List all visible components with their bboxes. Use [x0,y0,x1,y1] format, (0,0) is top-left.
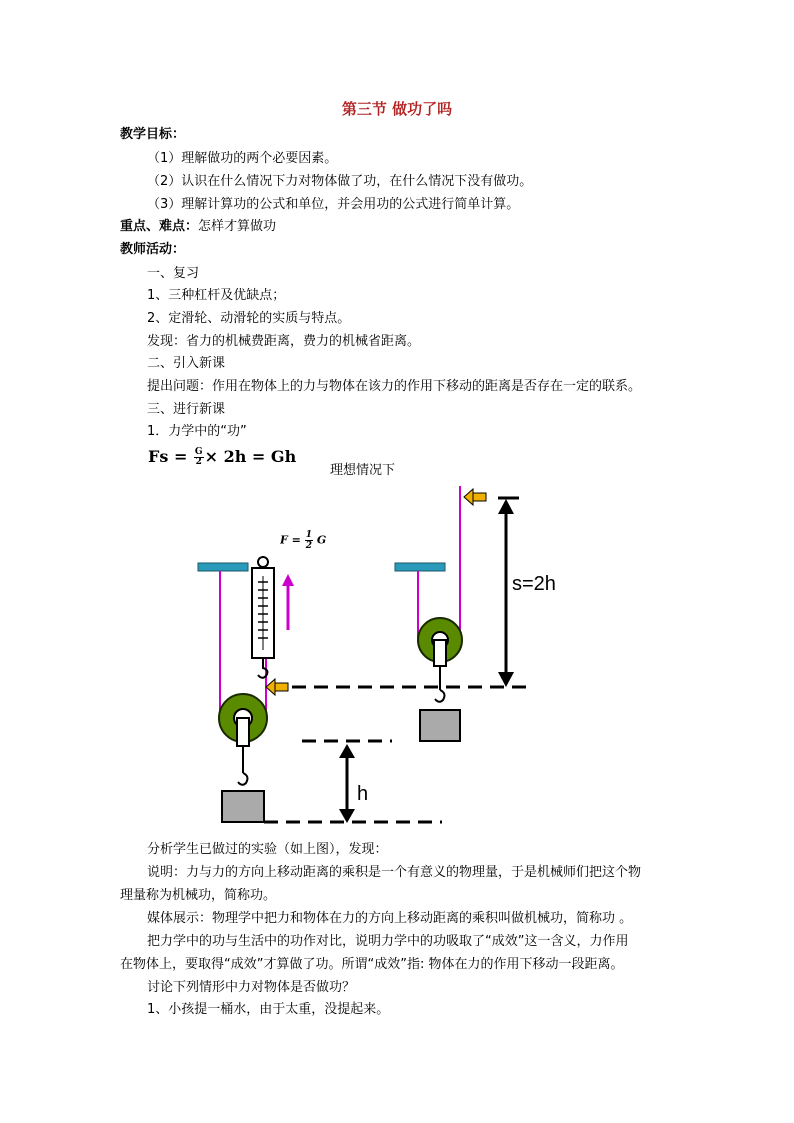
diagram-caption: 理想情况下 [330,463,396,478]
intro-question: 提出问题：作用在物体上的力与物体在该力的作用下移动的距离是否存在一定的联系。 [147,379,642,394]
review-item-2: 2、定滑轮、动滑轮的实质与特点。 [147,311,351,326]
objective-1: （1）理解做功的两个必要因素。 [147,151,338,166]
spring-scale-icon [252,557,274,678]
objective-2: （2）认识在什么情况下力对物体做了功，在什么情况下没有做功。 [147,174,533,189]
keypoints-text: 怎样才算做功 [198,219,277,234]
analysis-text: 分析学生已做过的实验（如上图），发现： [147,842,388,857]
activities-heading: 教师活动： [120,242,186,257]
media-text: 媒体展示：物理学中把力和物体在力的方向上移动距离的乘积叫做机械功，简称功 。 [147,911,633,926]
review-item-1: 1、三种杠杆及优缺点； [147,288,286,303]
formula-lhs: Fs = [148,447,188,466]
review-heading: 一、复习 [147,266,200,281]
left-weight [222,791,264,822]
h-label: h [357,783,369,805]
right-top-marker-icon [464,489,486,505]
intro-heading: 二、引入新课 [147,356,226,371]
page-title: 第三节 做功了吗 [341,100,453,118]
right-movable-pulley-icon [418,618,462,666]
compare-line-1: 把力学中的功与生活中的功作对比，说明力学中的功吸取了“成效”这一含义，力作用 [147,934,629,949]
formula-fraction [194,448,204,467]
right-ceiling-bar [395,563,445,571]
left-movable-pulley-icon [219,694,267,746]
objectives-heading: 教学目标： [120,127,186,142]
force-label: F = $\frac{1}{2}$ G [280,530,327,551]
work-formula [148,447,296,467]
compare-line-2: 在物体上，要取得“成效”才算做了功。所谓“成效”指: 物体在力的作用下移动一段距离。 [120,957,624,972]
keypoints-line [120,219,276,235]
review-finding: 发现：省力的机械费距离，费力的机械省距离。 [147,334,421,349]
formula-rhs: × 2h = Gh [204,447,297,466]
keypoints-label: 重点、难点： [120,219,199,234]
new-lesson-heading: 三、进行新课 [147,402,226,417]
explanation-line-1: 说明：力与力的方向上移动距离的乘积是一个有意义的物理量，于是机械师们把这个物 [147,865,642,880]
objective-3: （3）理解计算功的公式和单位，并会用功的公式进行简单计算。 [147,197,520,212]
left-position-marker-icon [266,679,288,695]
discuss-text: 讨论下列情形中力对物体是否做功？ [147,980,356,995]
pulley-diagram [180,478,560,830]
s-label: s=2h [512,573,556,595]
left-ceiling-bar [198,563,248,571]
formula-num: G [194,447,203,457]
new-lesson-sub1: 1．力学中的“功” [147,424,247,439]
right-weight [420,710,460,741]
explanation-line-2: 理量称为机械功，简称功。 [120,888,277,903]
case-1: 1、小孩提一桶水，由于太重，没提起来。 [147,1002,390,1017]
formula-den: 2 [195,457,202,467]
